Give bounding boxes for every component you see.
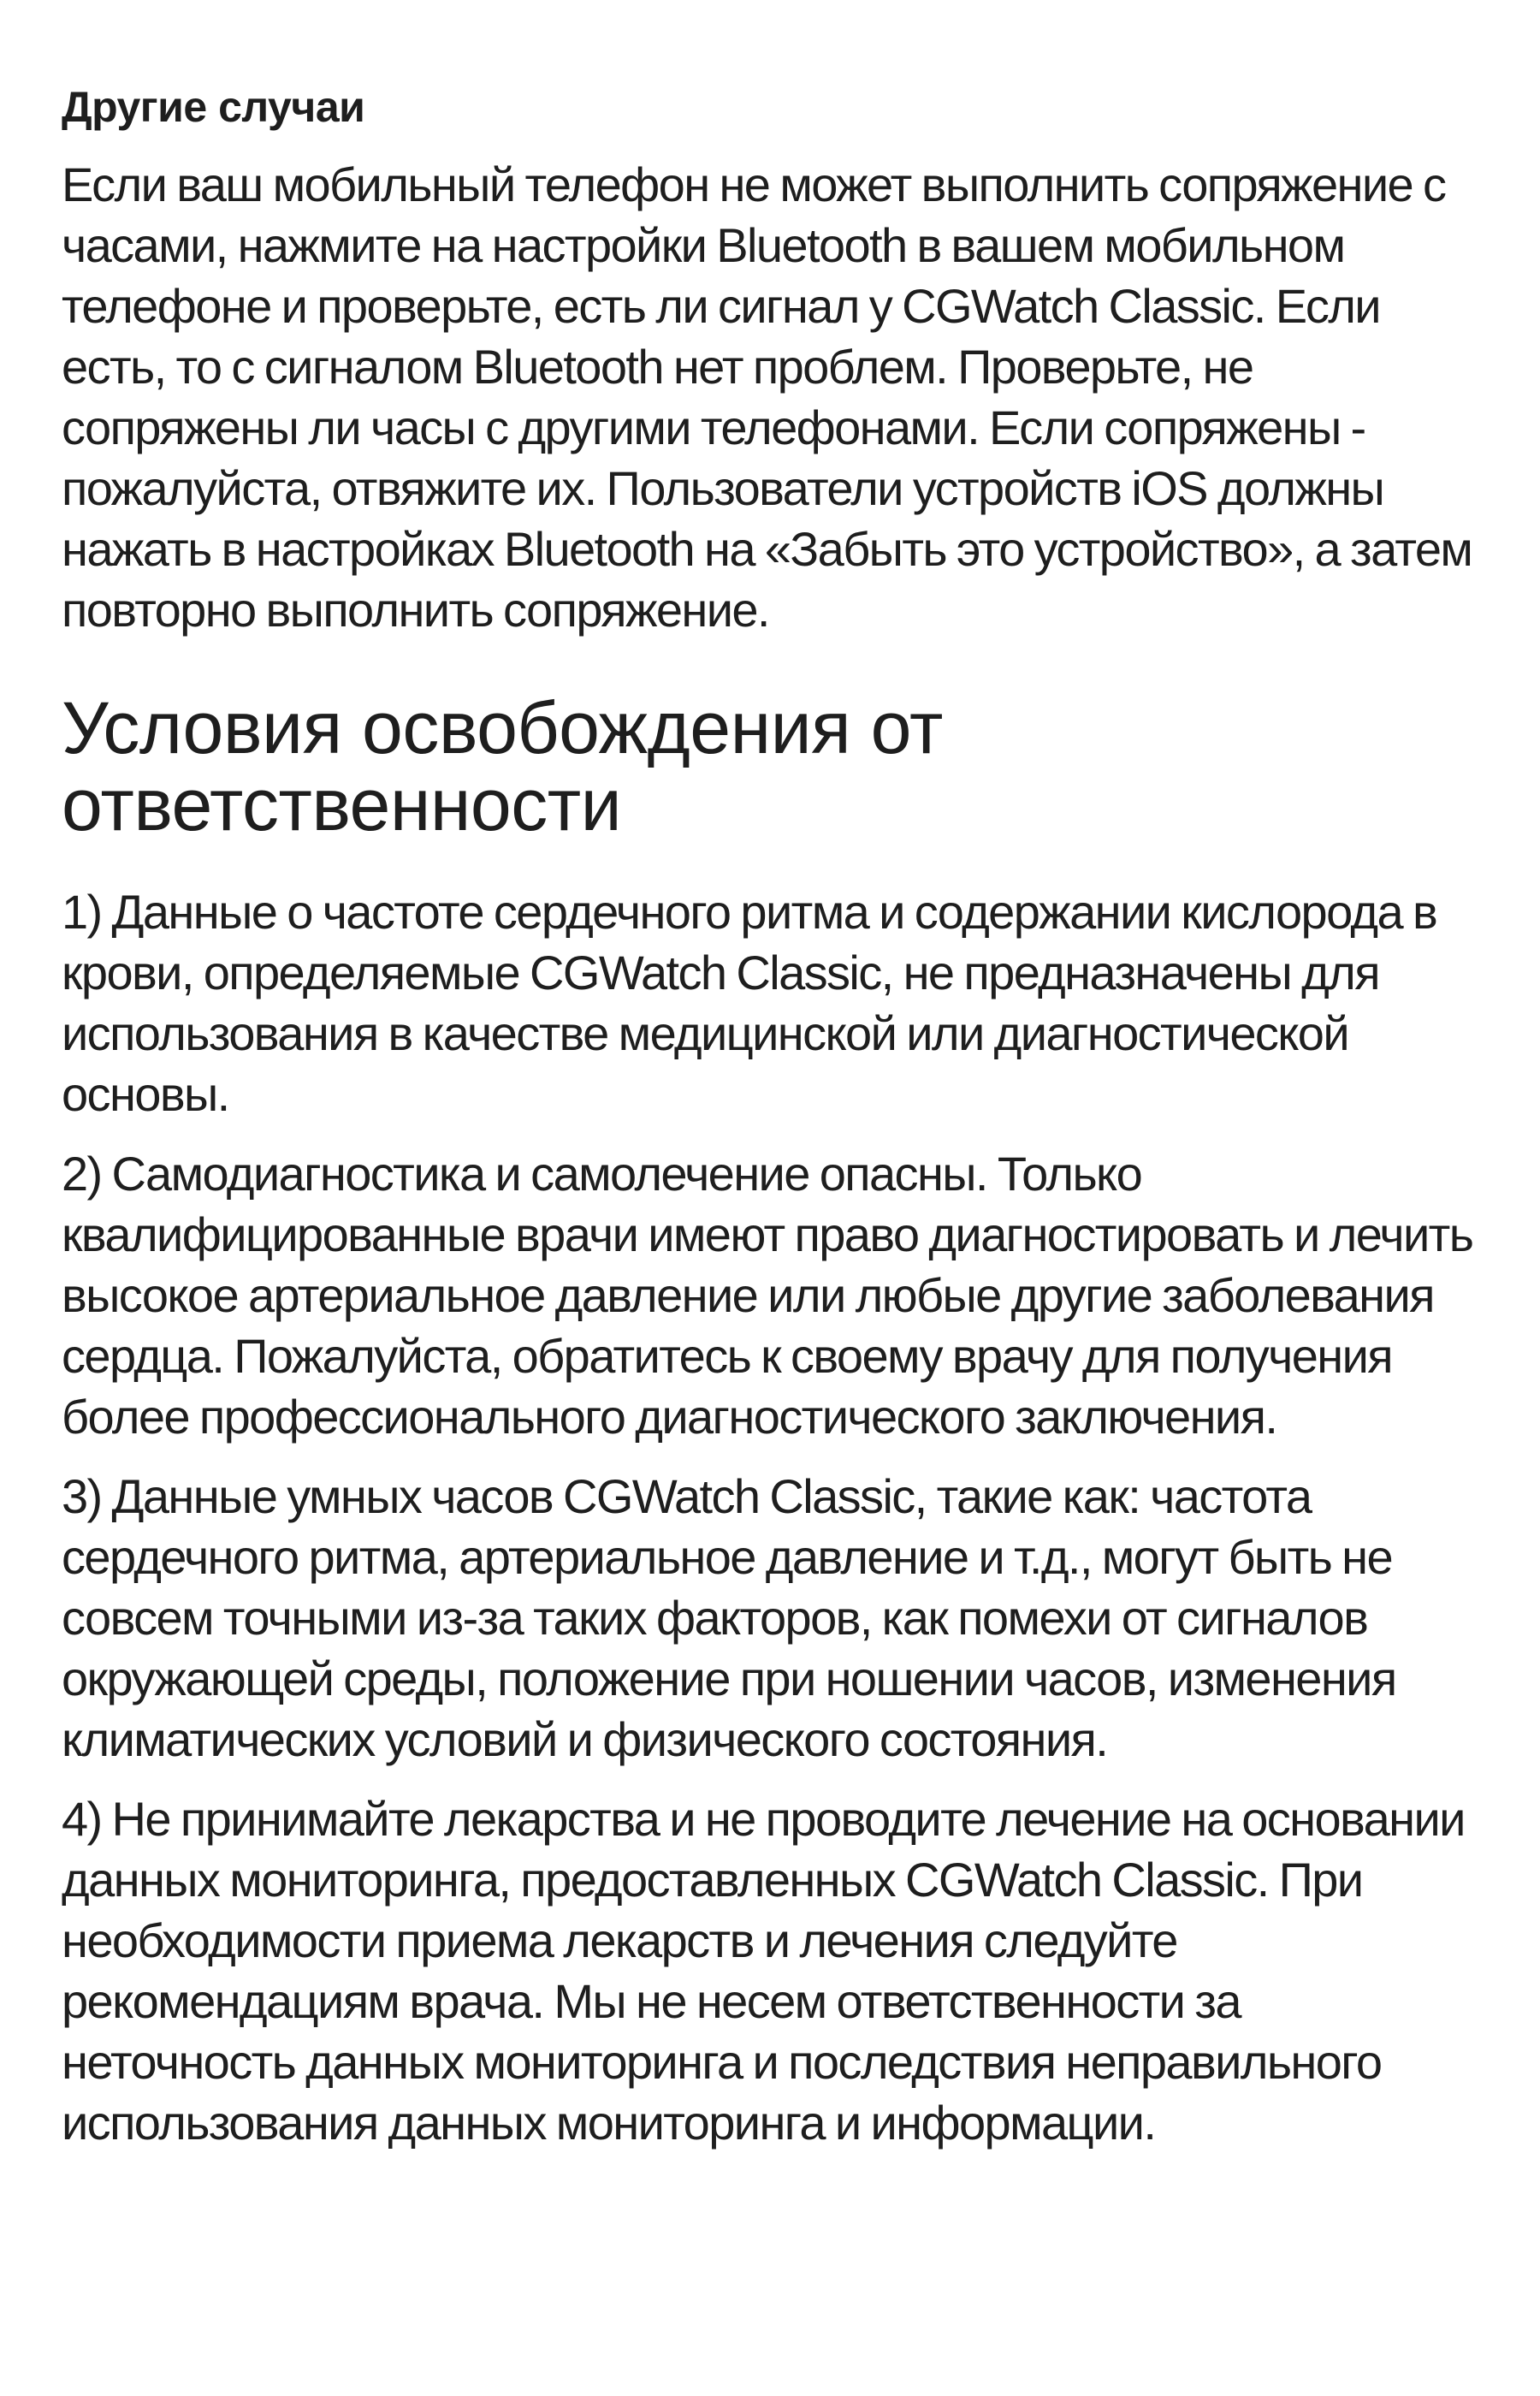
other-cases-text: Если ваш мобильный телефон не может выполнить сопряжение с часами, нажмите на настройки Bluetooth в вашем мобильном телефоне и проверьте, есть ли сигнал у CGWatch Classic. Если есть, то с сигналом Bluetooth нет проблем. Проверьте, не сопряжены ли часы с другими телефонами. Если сопряжены - пожалуйста, отвяжите их. Пользователи устройств iOS должны нажать в настройках Bluetooth на «Забыть это устройство», а затем повторно выполнить сопряжение. [62,157,1472,637]
disclaimer-item-2: 2) Самодиагностика и самолечение опасны. Только квалифицированные врачи имеют право диагностировать и лечить высокое артериальное давление или любые другие заболевания сердца. Пожалуйста, обратитесь к своему врачу для получения более профессионального диагностического заключения. [62,1147,1473,1444]
disclaimer-list [62,881,1472,2153]
disclaimer-item-1: 1) Данные о частоте сердечного ритма и содержании кислорода в крови, определяемые CGWatch Classic, не предназначены для использования в качестве медицинской или диагностической основы. [62,885,1437,1121]
disclaimer-title: Условия освобождения от ответственности [62,687,943,846]
other-cases-heading: Другие случаи [62,83,365,131]
disclaimer-item-3: 3) Данные умных часов CGWatch Classic, такие как: частота сердечного ритма, артериальное давление и т.д., могут быть не совсем точными из-за таких факторов, как помехи от сигналов окружающей среды, положение при ношении часов, изменения климатических условий и физического состояния. [62,1469,1396,1766]
disclaimer-item-4: 4) Не принимайте лекарства и не проводите лечение на основании данных мониторинга, предоставленных CGWatch Classic. При необходимости приема лекарств и лечения следуйте рекомендациям врача. Мы не несем ответственности за неточность данных мониторинга и последствия неправильного использования данных мониторинга и информации. [62,1792,1465,2150]
